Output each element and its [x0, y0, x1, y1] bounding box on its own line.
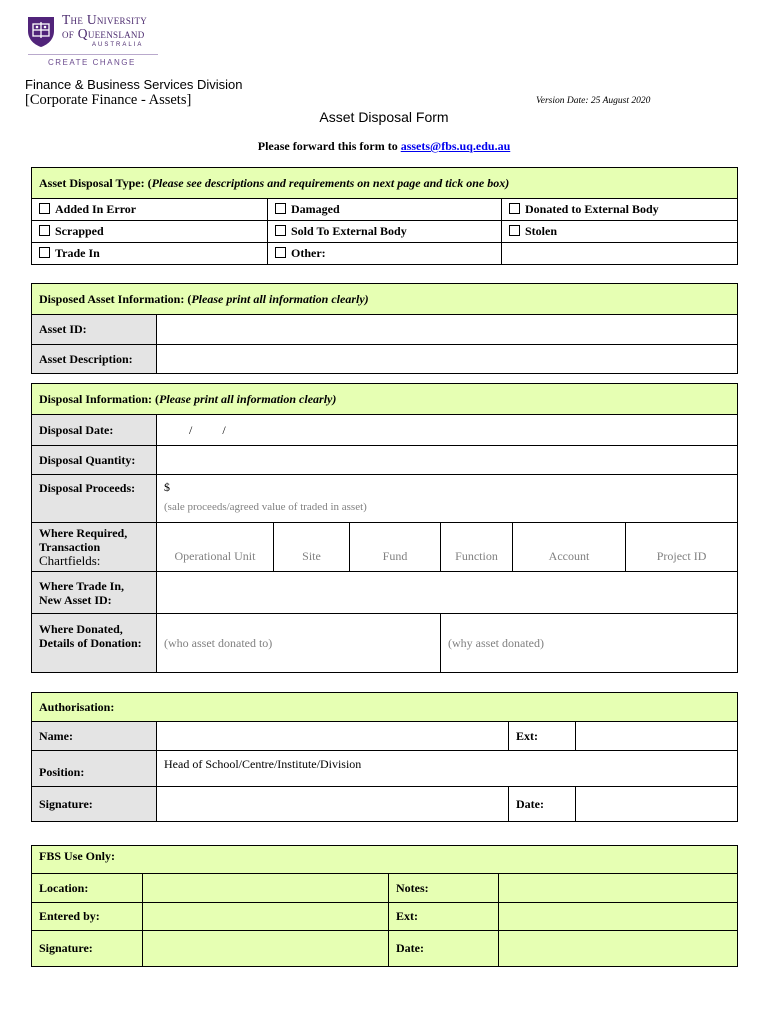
- trade-in-label: Where Trade In, New Asset ID:: [32, 572, 157, 614]
- fbs-entered-field[interactable]: [143, 903, 389, 931]
- option-empty-cell: [502, 243, 738, 265]
- disposal-info-heading: Disposal Information: (Please print all information clearly): [32, 384, 738, 415]
- chartfield-account[interactable]: Account: [513, 523, 626, 572]
- option-sold[interactable]: Sold To External Body: [268, 221, 502, 243]
- email-link[interactable]: assets@fbs.uq.edu.au: [400, 139, 511, 153]
- fbs-signature-label: Signature:: [32, 931, 143, 967]
- disposal-type-heading: Asset Disposal Type: (Please see descriptions and requirements on next page and tick one box): [32, 168, 738, 199]
- chartfield-fund[interactable]: Fund: [350, 523, 441, 572]
- checkbox-icon[interactable]: [39, 247, 50, 258]
- forward-instruction: [0, 139, 768, 154]
- disposal-info-table: [31, 383, 738, 673]
- disposal-date-label: Disposal Date:: [32, 415, 157, 446]
- auth-date-field[interactable]: [576, 787, 738, 822]
- university-tagline: CREATE CHANGE: [48, 58, 136, 67]
- fbs-heading: FBS Use Only:: [32, 846, 738, 874]
- department-name: [Corporate Finance - Assets]: [25, 92, 192, 108]
- auth-date-label: Date:: [509, 787, 576, 822]
- auth-ext-label: Ext:: [509, 722, 576, 751]
- asset-description-field[interactable]: [157, 345, 738, 374]
- option-trade-in[interactable]: Trade In: [32, 243, 268, 265]
- chartfields-label: Where Required, Transaction Chartfields:: [32, 523, 157, 572]
- asset-info-table: [31, 283, 738, 374]
- auth-signature-field[interactable]: [157, 787, 509, 822]
- auth-ext-field[interactable]: [576, 722, 738, 751]
- disposal-proceeds-field[interactable]: [157, 475, 738, 523]
- option-donated[interactable]: Donated to External Body: [502, 199, 738, 221]
- fbs-ext-field[interactable]: [499, 903, 738, 931]
- asset-id-label: Asset ID:: [32, 315, 157, 345]
- disposal-type-table: [31, 167, 738, 265]
- chartfield-site[interactable]: Site: [274, 523, 350, 572]
- checkbox-icon[interactable]: [39, 225, 50, 236]
- option-damaged[interactable]: Damaged: [268, 199, 502, 221]
- asset-id-field[interactable]: [157, 315, 738, 345]
- donated-label: Where Donated, Details of Donation:: [32, 614, 157, 673]
- auth-signature-label: Signature:: [32, 787, 157, 822]
- option-scrapped[interactable]: Scrapped: [32, 221, 268, 243]
- fbs-signature-field[interactable]: [143, 931, 389, 967]
- proceeds-hint: (sale proceeds/agreed value of traded in asset): [164, 501, 367, 513]
- disposal-date-field[interactable]: / /: [157, 415, 738, 446]
- asset-info-heading: Disposed Asset Information: (Please print all information clearly): [32, 284, 738, 315]
- version-date: Version Date: 25 August 2020: [536, 96, 651, 106]
- asset-description-label: Asset Description:: [32, 345, 157, 374]
- chartfield-operational-unit[interactable]: Operational Unit: [157, 523, 274, 572]
- fbs-notes-label: Notes:: [389, 874, 499, 903]
- university-crest-icon: [27, 16, 55, 48]
- logo-divider: [28, 54, 158, 55]
- fbs-ext-label: Ext:: [389, 903, 499, 931]
- auth-name-field[interactable]: [157, 722, 509, 751]
- authorisation-heading: Authorisation:: [32, 693, 738, 722]
- checkbox-icon[interactable]: [509, 225, 520, 236]
- checkbox-icon[interactable]: [275, 225, 286, 236]
- disposal-proceeds-label: Disposal Proceeds:: [32, 475, 157, 523]
- option-stolen[interactable]: Stolen: [502, 221, 738, 243]
- option-added-in-error[interactable]: Added In Error: [32, 199, 268, 221]
- donated-why-field[interactable]: (why asset donated): [441, 614, 738, 673]
- university-name: The University of Queensland: [62, 12, 148, 41]
- checkbox-icon[interactable]: [509, 203, 520, 214]
- auth-position-label: Position:: [32, 751, 157, 787]
- fbs-entered-label: Entered by:: [32, 903, 143, 931]
- forward-text: Please forward this form to: [257, 139, 401, 153]
- university-country: AUSTRALIA: [92, 42, 144, 48]
- division-name: Finance & Business Services Division: [25, 77, 243, 92]
- auth-name-label: Name:: [32, 722, 157, 751]
- checkbox-icon[interactable]: [275, 203, 286, 214]
- authorisation-table: [31, 692, 738, 822]
- fbs-date-label: Date:: [389, 931, 499, 967]
- donated-to-field[interactable]: (who asset donated to): [157, 614, 441, 673]
- currency-symbol: $: [164, 480, 170, 494]
- fbs-location-field[interactable]: [143, 874, 389, 903]
- fbs-date-field[interactable]: [499, 931, 738, 967]
- checkbox-icon[interactable]: [39, 203, 50, 214]
- disposal-quantity-field[interactable]: [157, 446, 738, 475]
- disposal-quantity-label: Disposal Quantity:: [32, 446, 157, 475]
- chartfield-project-id[interactable]: Project ID: [626, 523, 738, 572]
- fbs-notes-field[interactable]: [499, 874, 738, 903]
- option-other[interactable]: Other:: [268, 243, 502, 265]
- page-title: Asset Disposal Form: [319, 109, 449, 125]
- new-asset-id-field[interactable]: [157, 572, 738, 614]
- auth-position-field[interactable]: Head of School/Centre/Institute/Division: [157, 751, 738, 787]
- fbs-use-table: [31, 845, 738, 967]
- chartfield-function[interactable]: Function: [441, 523, 513, 572]
- fbs-location-label: Location:: [32, 874, 143, 903]
- checkbox-icon[interactable]: [275, 247, 286, 258]
